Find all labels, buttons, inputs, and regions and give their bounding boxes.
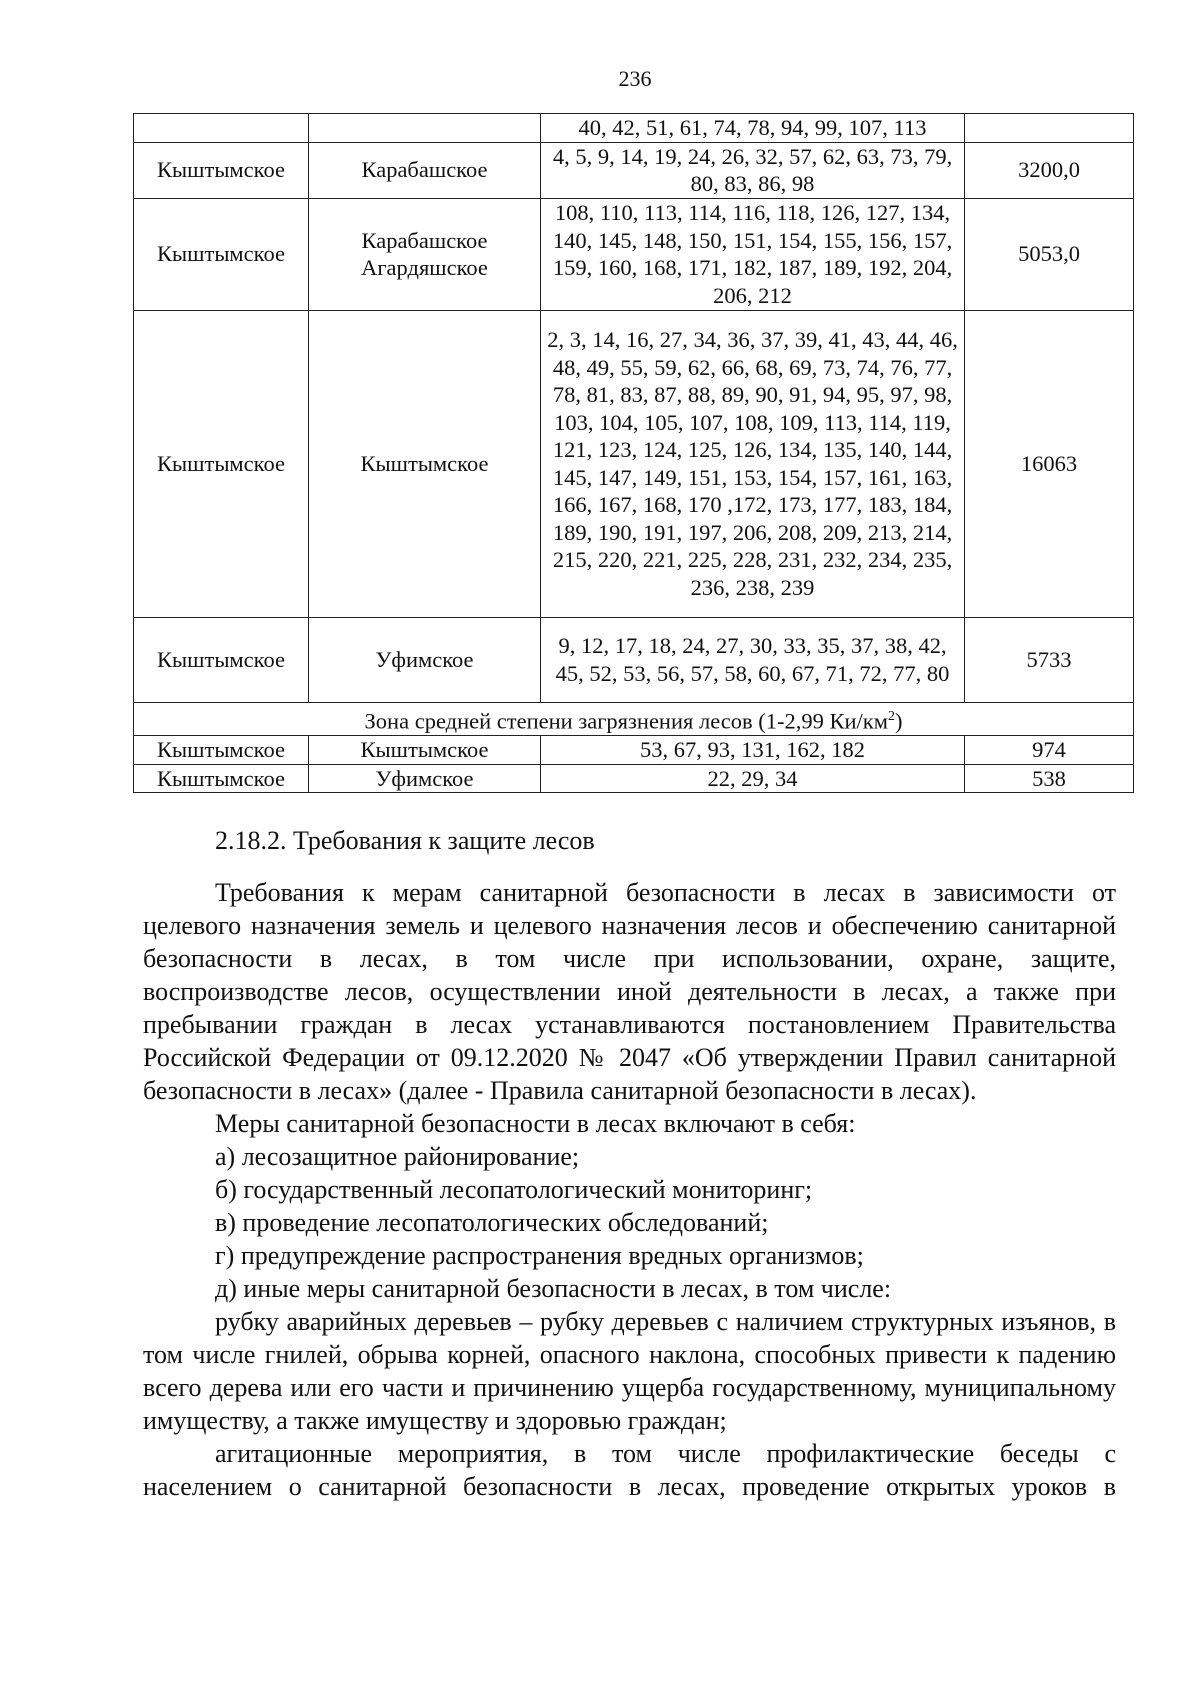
list-item: г) предупреждение распространения вредных организмов; [215, 1241, 864, 1270]
table-row [134, 198, 1134, 310]
district-cell: Карабашское Агардяшское [309, 198, 541, 310]
forestry-cell: Кыштымское [134, 198, 309, 310]
district-cell: Кыштымское [309, 736, 541, 765]
area-cell [965, 114, 1134, 143]
list-item: б) государственный лесопатологический мониторинг; [215, 1175, 813, 1204]
table-row [134, 617, 1134, 702]
district-cell [309, 114, 541, 143]
area-cell: 5733 [965, 617, 1134, 702]
district-cell: Уфимское [309, 764, 541, 793]
table-row [134, 142, 1134, 198]
list-item: а) лесозащитное районирование; [215, 1142, 580, 1171]
zone-heading-text: Зона средней степени загрязнения лесов (1-2,99 Ки/км [364, 708, 888, 733]
paragraph: Меры санитарной безопасности в лесах включают в себя: [215, 1109, 856, 1138]
zone-heading-row [134, 702, 1134, 736]
quarters-cell: 40, 42, 51, 61, 74, 78, 94, 99, 107, 113 [541, 114, 965, 143]
district-cell: Карабашское [309, 142, 541, 198]
quarters-cell: 108, 110, 113, 114, 116, 118, 126, 127, 134, 140, 145, 148, 150, 151, 154, 155, 156, 157, 159, 160, 168, 171, 182, 187, 189, 192, 204, 206, 212 [541, 198, 965, 310]
area-cell: 974 [965, 736, 1134, 765]
district-cell: Кыштымское [309, 310, 541, 617]
forestry-cell: Кыштымское [134, 764, 309, 793]
quarters-cell: 22, 29, 34 [541, 764, 965, 793]
table-row [134, 114, 1134, 143]
area-cell: 16063 [965, 310, 1134, 617]
area-cell: 538 [965, 764, 1134, 793]
page-number: 236 [618, 66, 652, 91]
quarters-cell: 9, 12, 17, 18, 24, 27, 30, 33, 35, 37, 38, 42, 45, 52, 53, 56, 57, 58, 60, 67, 71, 72, 77, 80 [541, 617, 965, 702]
quarters-cell: 53, 67, 93, 131, 162, 182 [541, 736, 965, 765]
body-text [143, 876, 1116, 1503]
district-cell: Уфимское [309, 617, 541, 702]
section-title: 2.18.2. Требования к защите лесов [215, 826, 595, 855]
forestry-cell: Кыштымское [134, 142, 309, 198]
forest-contamination-table [133, 113, 1134, 793]
zone-heading-superscript: 2 [887, 708, 895, 724]
table-row [134, 310, 1134, 617]
list-item: в) проведение лесопатологических обследований; [215, 1208, 769, 1237]
area-cell: 3200,0 [965, 142, 1134, 198]
forestry-cell [134, 114, 309, 143]
forestry-cell: Кыштымское [134, 310, 309, 617]
forestry-cell: Кыштымское [134, 617, 309, 702]
area-cell: 5053,0 [965, 198, 1134, 310]
zone-heading-closing: ) [894, 708, 903, 733]
paragraph: рубку аварийных деревьев – рубку деревьев с наличием структурных изъянов, в том числе гнилей, обрыва корней, опасного наклона, способных привести к падению всего дерева или его части и причинению ущерба государственному, муниципальному имуществу, а также имуществу и здоровью граждан; [143, 1307, 1116, 1435]
zone-heading-cell [134, 702, 1134, 736]
forestry-cell: Кыштымское [134, 736, 309, 765]
quarters-cell: 2, 3, 14, 16, 27, 34, 36, 37, 39, 41, 43, 44, 46, 48, 49, 55, 59, 62, 66, 68, 69, 73, 74, 76, 77, 78, 81, 83, 87, 88, 89, 90, 91, 94, 95, 97, 98, 103, 104, 105, 107, 108, 109, 113, 114, 119, 121, 123, 124, 125, 126, 134, 135, 140, 144, 145, 147, 149, 151, 153, 154, 157, 161, 163, 166, 167, 168, 170 ,172, 173, 177, 183, 184, 189, 190, 191, 197, 206, 208, 209, 213, 214, 215, 220, 221, 225, 228, 231, 232, 234, 235, 236, 238, 239 [541, 310, 965, 617]
paragraph: Требования к мерам санитарной безопасности в лесах в зависимости от целевого назначения земель и целевого назначения лесов и обеспечению санитарной безопасности в лесах, в том числе при использовании, охране, защите, воспроизводстве лесов, осуществлении иной деятельности в лесах, а также при пребывании граждан в лесах устанавливаются постановлением Правительства Российской Федерации от 09.12.2020 № 2047 «Об утверждении Правил санитарной безопасности в лесах» (далее - Правила санитарной безопасности в лесах). [143, 878, 1116, 1105]
table-row [134, 736, 1134, 765]
quarters-cell: 4, 5, 9, 14, 19, 24, 26, 32, 57, 62, 63, 73, 79, 80, 83, 86, 98 [541, 142, 965, 198]
table-row [134, 764, 1134, 793]
paragraph: агитационные мероприятия, в том числе профилактические беседы с населением о санитарной безопасности в лесах, проведение открытых уроков в [143, 1439, 1116, 1501]
list-item: д) иные меры санитарной безопасности в лесах, в том числе: [215, 1274, 892, 1303]
